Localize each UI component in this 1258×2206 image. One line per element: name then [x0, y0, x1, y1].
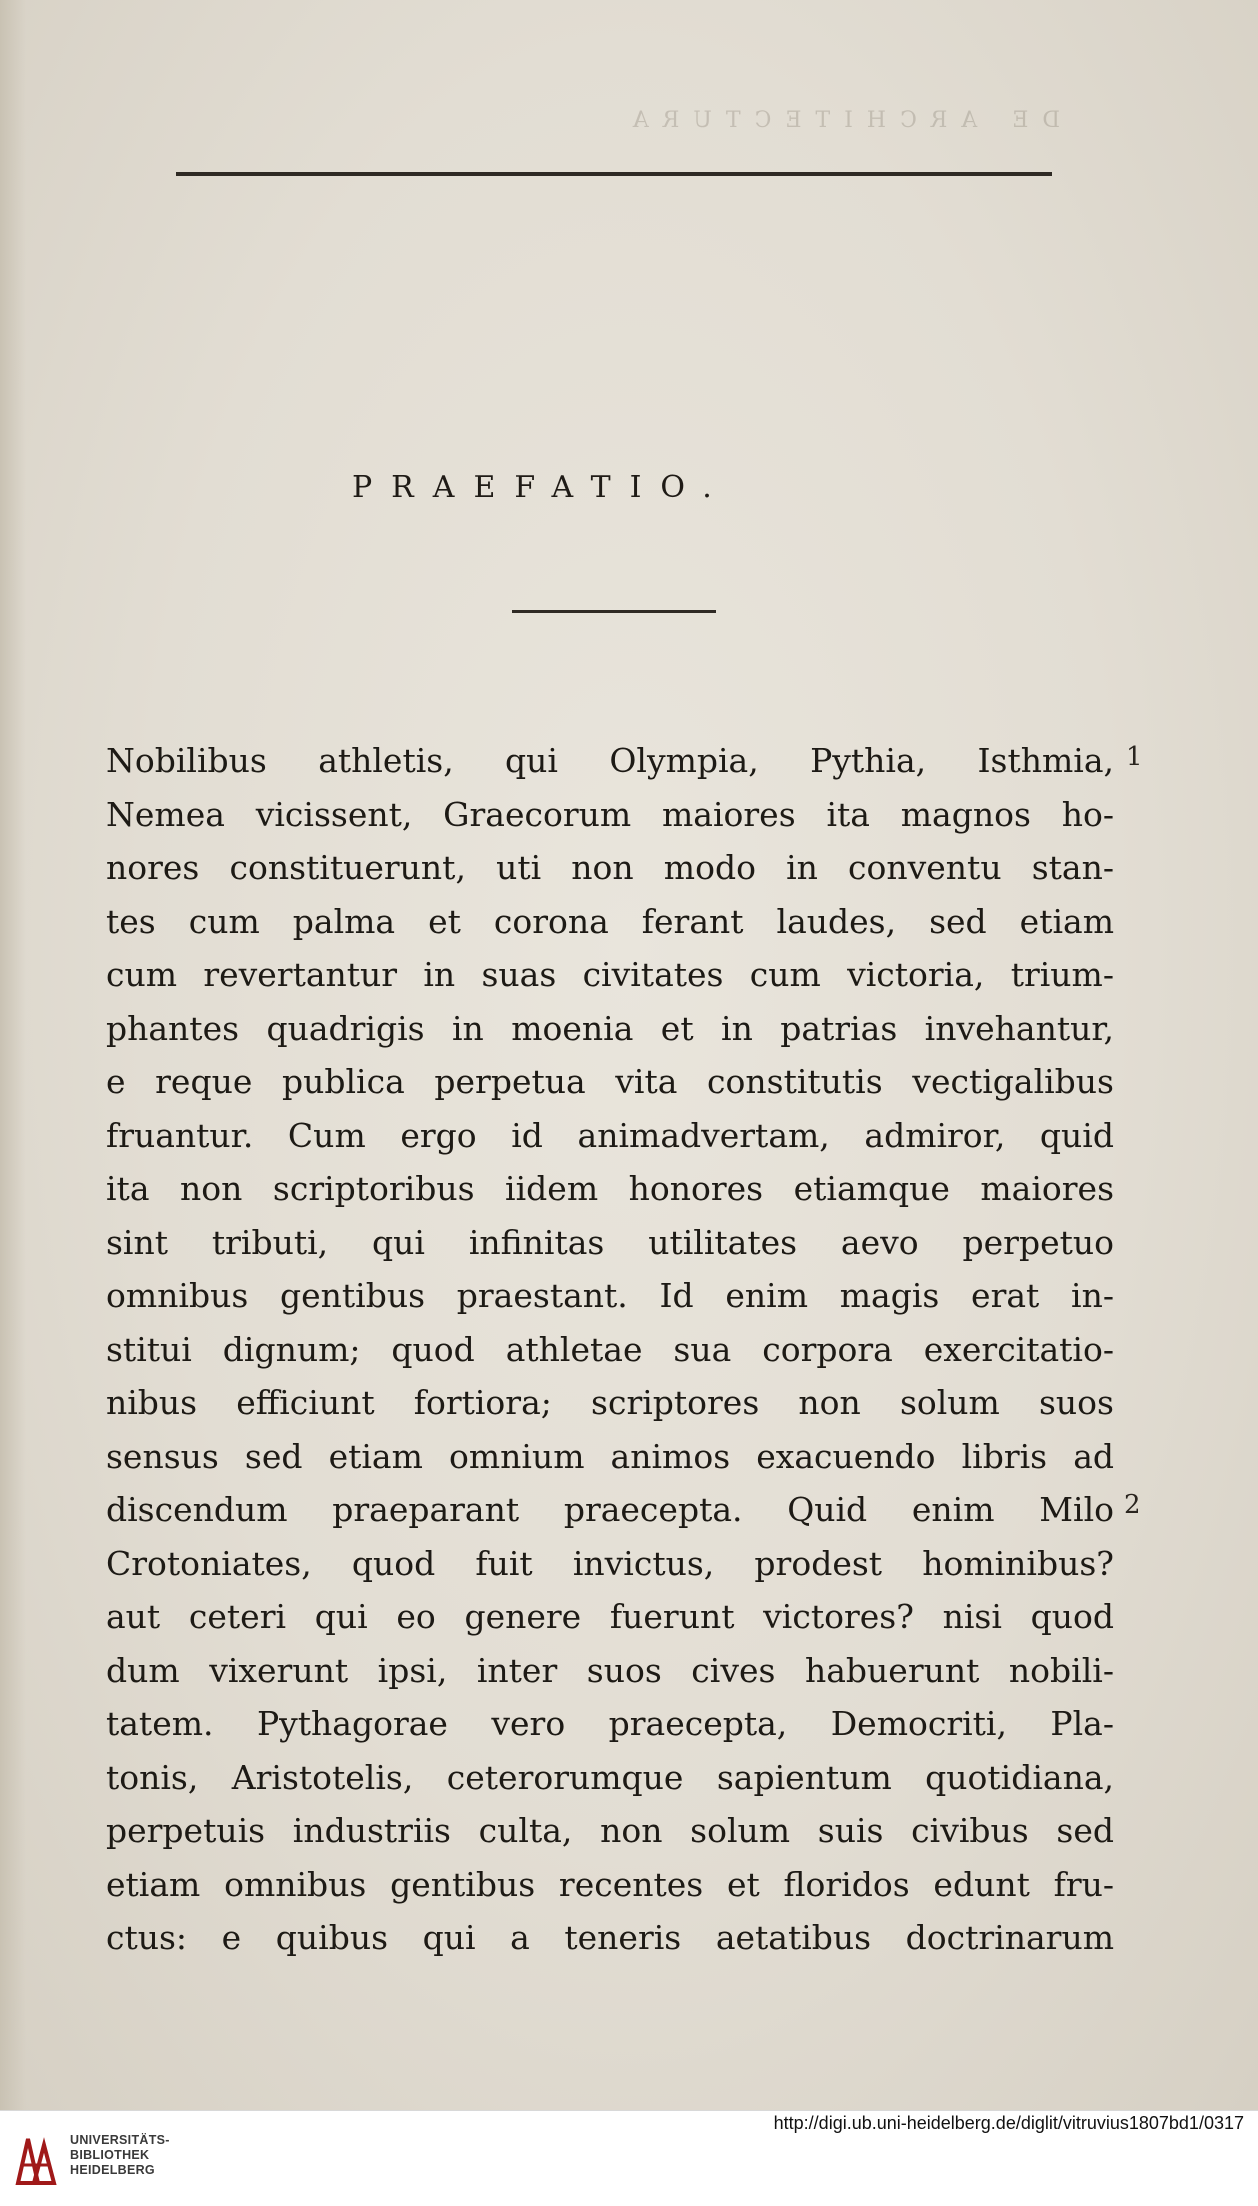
- header-rule: [176, 172, 1052, 176]
- library-name-line: BIBLIOTHEK: [70, 2148, 150, 2162]
- library-logo-icon: [14, 2131, 60, 2187]
- text-line: tes cum palma et corona ferant laudes, sed etiam: [106, 901, 1114, 941]
- text-line: Nemea vicissent, Graecorum maiores ita magnos ho-: [106, 794, 1114, 834]
- source-url-link[interactable]: http://digi.ub.uni-heidelberg.de/diglit/vitruvius1807bd1/0317: [773, 2113, 1244, 2133]
- title-rule: [512, 610, 716, 613]
- text-line: fruantur. Cum ergo id animadvertam, admiror, quid: [106, 1115, 1114, 1155]
- text-line: ita non scriptoribus iidem honores etiamque maiores: [106, 1169, 1114, 1208]
- library-name: [70, 2133, 170, 2178]
- text-line: cum revertantur in suas civitates cum victoria, trium-: [106, 955, 1114, 994]
- text-line: sensus sed etiam omnium animos exacuendo libris ad: [106, 1436, 1114, 1476]
- footer-bar: [0, 2110, 1258, 2206]
- text-line: ctus: e quibus qui a teneris aetatibus doctrinarum: [106, 1918, 1114, 1957]
- text-line: nores constituerunt, uti non modo in conventu stan-: [106, 848, 1114, 887]
- library-name-line: HEIDELBERG: [70, 2163, 155, 2177]
- text-line: discendum praeparant praecepta. Quid enim Milo: [106, 1490, 1114, 1529]
- text-line: sint tributi, qui infinitas utilitates aevo perpetuo: [106, 1222, 1114, 1262]
- margin-paragraph-number: 2: [1124, 1490, 1141, 1520]
- text-line: dum vixerunt ipsi, inter suos cives habuerunt nobili-: [106, 1650, 1114, 1690]
- text-line: phantes quadrigis in moenia et in patrias invehantur,: [106, 1008, 1114, 1048]
- library-name-line: UNIVERSITÄTS-: [70, 2133, 170, 2147]
- text-line: aut ceteri qui eo genere fuerunt victores? nisi quod: [106, 1597, 1114, 1636]
- text-line: tonis, Aristotelis, ceterorumque sapientum quotidiana,: [106, 1757, 1114, 1797]
- text-line: etiam omnibus gentibus recentes et floridos edunt fru-: [106, 1864, 1114, 1904]
- running-head-bleedthrough: DE ARCHITECTURA: [618, 108, 1060, 133]
- margin-paragraph-number: 1: [1126, 742, 1143, 772]
- text-line: nibus efficiunt fortiora; scriptores non solum suos: [106, 1383, 1114, 1422]
- text-line: e reque publica perpetua vita constitutis vectigalibus: [106, 1062, 1114, 1101]
- text-line: Crotoniates, quod fuit invictus, prodest hominibus?: [106, 1543, 1114, 1583]
- text-line: tatem. Pythagorae vero praecepta, Democriti, Pla-: [106, 1704, 1114, 1743]
- text-line: perpetuis industriis culta, non solum suis civibus sed: [106, 1811, 1114, 1850]
- text-line: omnibus gentibus praestant. Id enim magis erat in-: [106, 1276, 1114, 1315]
- text-line: stitui dignum; quod athletae sua corpora exercitatio-: [106, 1329, 1114, 1369]
- text-line: Nobilibus athletis, qui Olympia, Pythia, Isthmia,: [106, 741, 1114, 780]
- section-title: PRAEFATIO.: [352, 470, 731, 505]
- body-text: [106, 734, 1114, 1965]
